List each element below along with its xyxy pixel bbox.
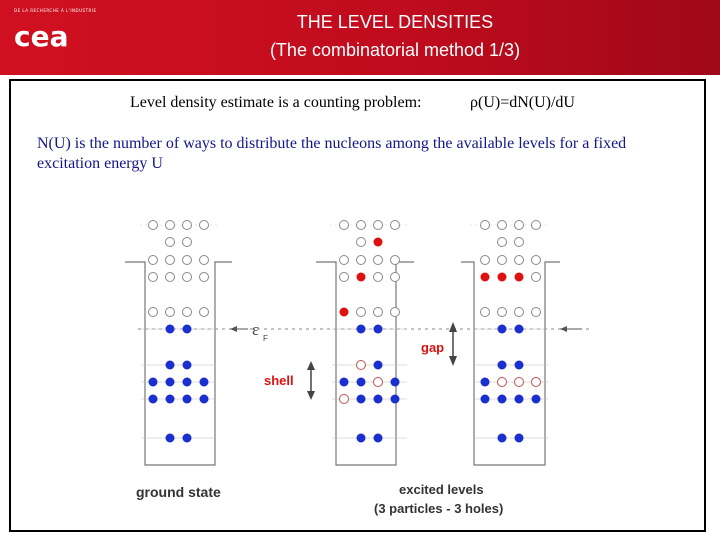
level-empty: [166, 308, 175, 317]
page-title: THE LEVEL DENSITIES: [296, 12, 494, 32]
level-empty: [515, 221, 524, 230]
nucleon-filled: [357, 325, 366, 334]
level-empty: [183, 238, 192, 247]
level-empty: [183, 256, 192, 265]
level-empty: [515, 238, 524, 247]
level-empty: [532, 308, 541, 317]
level-empty: [374, 273, 383, 282]
level-empty: [183, 273, 192, 282]
ground-state-label: ground state: [136, 484, 221, 500]
nucleon-filled: [340, 378, 349, 387]
nucleon-filled: [166, 361, 175, 370]
level-empty: [391, 273, 400, 282]
level-empty: [183, 308, 192, 317]
level-empty: [374, 308, 383, 317]
nucleon-hole: [515, 378, 524, 387]
svg-text:F: F: [263, 334, 268, 343]
nucleon-filled: [391, 395, 400, 404]
nucleon-filled: [532, 395, 541, 404]
nucleon-filled: [481, 378, 490, 387]
level-empty: [357, 238, 366, 247]
nucleon-filled: [166, 434, 175, 443]
nucleon-filled: [183, 325, 192, 334]
level-empty: [166, 221, 175, 230]
nucleon-filled: [515, 325, 524, 334]
level-empty: [357, 256, 366, 265]
nucleon-filled: [200, 378, 209, 387]
level-empty: [532, 256, 541, 265]
level-empty: [357, 221, 366, 230]
nucleon-hole: [374, 378, 383, 387]
level-empty: [515, 256, 524, 265]
well-excited-2: [461, 262, 560, 465]
nucleon-filled: [374, 361, 383, 370]
nucleon-filled: [515, 395, 524, 404]
level-empty: [515, 308, 524, 317]
nucleon-excited: [498, 273, 507, 282]
level-empty: [340, 221, 349, 230]
nucleon-hole: [357, 361, 366, 370]
level-empty: [166, 256, 175, 265]
level-empty: [166, 238, 175, 247]
nucleon-hole: [498, 378, 507, 387]
level-empty: [498, 256, 507, 265]
nucleon-filled: [515, 434, 524, 443]
level-empty: [149, 221, 158, 230]
nucleon-filled: [166, 395, 175, 404]
nucleon-filled: [166, 325, 175, 334]
svg-text:ε: ε: [252, 320, 260, 339]
nucleon-filled: [357, 395, 366, 404]
well-ground: [125, 262, 232, 465]
description-text: N(U) is the number of ways to distribute the nucleons among the available levels for a fixed excitation energy U: [37, 135, 627, 172]
level-empty: [374, 256, 383, 265]
nucleon-filled: [183, 395, 192, 404]
gap-label: gap: [421, 340, 445, 355]
excited-levels-label: excited levels: [399, 482, 484, 497]
level-empty: [481, 256, 490, 265]
level-empty: [200, 256, 209, 265]
level-empty: [532, 273, 541, 282]
nucleon-dots: [141, 221, 548, 443]
level-empty: [340, 273, 349, 282]
nucleon-filled: [166, 378, 175, 387]
svg-text:cea: cea: [14, 22, 69, 53]
nucleon-filled: [374, 325, 383, 334]
level-empty: [391, 308, 400, 317]
logo-tagline: DE LA RECHERCHE À L'INDUSTRIE: [14, 8, 97, 13]
nucleon-filled: [149, 378, 158, 387]
nucleon-excited: [357, 273, 366, 282]
level-empty: [149, 256, 158, 265]
level-empty: [357, 308, 366, 317]
level-empty: [391, 221, 400, 230]
nucleon-hole: [532, 378, 541, 387]
nucleon-filled: [200, 395, 209, 404]
nucleon-filled: [357, 434, 366, 443]
nucleon-filled: [183, 378, 192, 387]
nucleon-filled: [515, 361, 524, 370]
level-empty: [183, 221, 192, 230]
nucleon-filled: [498, 434, 507, 443]
level-empty: [340, 256, 349, 265]
level-empty: [200, 273, 209, 282]
level-empty: [166, 273, 175, 282]
level-empty: [481, 308, 490, 317]
nucleon-filled: [374, 395, 383, 404]
nucleon-hole: [340, 395, 349, 404]
nucleon-filled: [374, 434, 383, 443]
level-empty: [374, 221, 383, 230]
nucleon-excited: [374, 238, 383, 247]
nucleon-filled: [357, 378, 366, 387]
nucleon-filled: [183, 434, 192, 443]
page-subtitle: (The combinatorial method 1/3): [269, 40, 521, 60]
nucleon-excited: [515, 273, 524, 282]
nucleon-filled: [481, 395, 490, 404]
level-empty: [498, 221, 507, 230]
shell-arrow: [264, 361, 315, 400]
nucleon-filled: [498, 325, 507, 334]
nucleon-excited: [481, 273, 490, 282]
level-empty: [200, 221, 209, 230]
level-empty: [200, 308, 209, 317]
level-empty: [481, 221, 490, 230]
level-empty: [149, 308, 158, 317]
excited-levels-sublabel: (3 particles - 3 holes): [374, 501, 504, 516]
level-empty: [532, 221, 541, 230]
nucleon-filled: [149, 395, 158, 404]
shell-label: shell: [264, 373, 294, 388]
nucleon-filled: [183, 361, 192, 370]
level-empty: [498, 238, 507, 247]
nucleon-filled: [498, 361, 507, 370]
nucleon-excited: [340, 308, 349, 317]
nucleon-filled: [391, 378, 400, 387]
nucleon-filled: [498, 395, 507, 404]
fermi-label: [230, 320, 582, 343]
formula: ρ(U)=dN(U)/dU: [470, 94, 575, 111]
intro-text: Level density estimate is a counting problem:: [130, 94, 422, 111]
level-empty: [149, 273, 158, 282]
level-empty: [498, 308, 507, 317]
level-empty: [391, 256, 400, 265]
